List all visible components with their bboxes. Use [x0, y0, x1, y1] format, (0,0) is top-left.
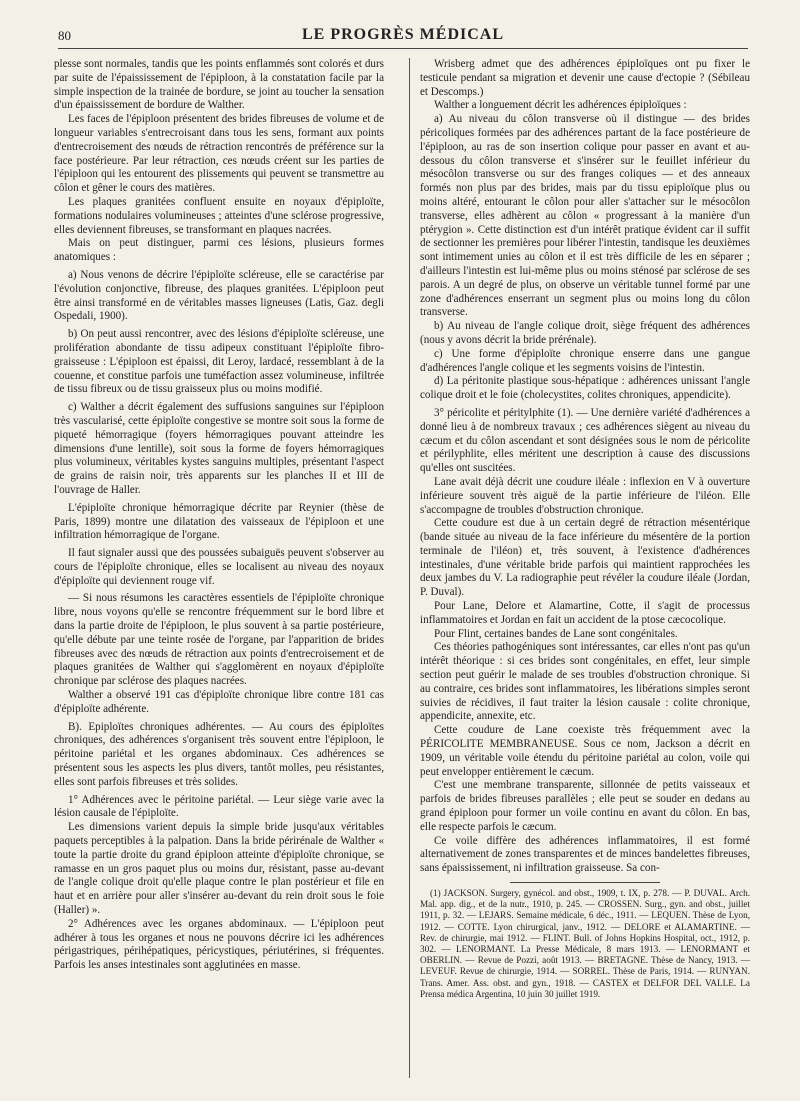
- paragraph: a) Nous venons de décrire l'épiploïte scléreuse, elle se caractérise par l'évolution conjonctive, fibreuse, des plaques granitées. L'épiploon peut être ainsi transformé en de véritables masses ligneuses (Latis, Gaz. degli Ospedali, 1900).: [54, 268, 384, 323]
- paragraph: Pour Lane, Delore et Alamartine, Cotte, il s'agit de processus inflammatoires et Jordan en fait un accident de la ptose cæcocolique.: [420, 600, 750, 626]
- paragraph: Cette coudure est due à un certain degré de rétraction mésentérique (bande située au niveau de la face inférieure du mésentère de la portion terminale de l'iléon) et, très souvent, à l'existence d'adhérences intestinales, d'une véritable bride parfois qui maintient rapprochées les deux jambes du V. La radiographie peut révéler la coudure iléale (Jordan, P. Duval).: [420, 517, 750, 599]
- page-number: 80: [58, 28, 71, 43]
- paragraph: d) La péritonite plastique sous-hépatique : adhérences unissant l'angle colique droit et le foie (cholecystites, colites chroniques, appendicite).: [420, 375, 750, 402]
- paragraph: 2° Adhérences avec les organes abdominaux. — L'épiploon peut adhérer à tous les organes et nous ne pouvons décrire ici les adhérences périgastriques, périhépatiques, péricystiques, périutérines, si fréquentes. Parfois les anses intestinales sont agglutinées en masse.: [54, 917, 384, 972]
- paragraph: Pour Flint, certaines bandes de Lane sont congénitales.: [434, 627, 678, 640]
- paragraph: Mais on peut distinguer, parmi ces lésions, plusieurs formes anatomiques :: [54, 237, 384, 264]
- paragraph: Les plaques granitées confluent ensuite en noyaux d'épiploïte, formations nodulaires volumineuses ; atteintes d'une sclérose progressive, elles deviennent fibreuses, se transformant en plaques nacrées.: [54, 195, 384, 236]
- paragraph: 3° péricolite et péritylphite (1). — Une dernière variété d'adhérences a donné lieu à de nombreux travaux ; ces adhérences siègent au niveau du cæcum et du côlon ascendant et sont désignées sous le nom de péricolite et périlyphlite, elles méritent une description à cause des discussions qu'elles ont suscitées.: [420, 406, 750, 475]
- paragraph: c) Une forme d'épiploïte chronique enserre dans une gangue d'adhérences l'angle colique et les segments voisins de l'intestin.: [420, 347, 750, 374]
- right-column: [420, 58, 750, 1000]
- journal-title: LE PROGRÈS MÉDICAL: [301, 26, 505, 43]
- paragraph: Les faces de l'épiploon présentent des brides fibreuses de volume et de longueur variables s'entrecroisant dans tous les sens, formant aux points d'entrecroisement des nœuds de rétraction rencontrés de préférence sur la face postérieure. Par leur rétraction, ces nœuds créent sur les parties de l'épiploon qui les entourent des plissements qui peuvent se transmettre au côlon et gêner le cours des matières.: [54, 113, 384, 195]
- paragraph: C'est une membrane transparente, sillonnée de petits vaisseaux et parfois de brides fibreuses parallèles ; elle peut se souder en dedans au grand épiploon pour former un voile continu en avant du côlon. En bas, elle respecte parfois le cæcum.: [420, 779, 750, 833]
- page-header: [58, 22, 748, 48]
- paragraph: b) Au niveau de l'angle colique droit, siège fréquent des adhérences (nous y avons décrit la bride prérénale).: [420, 320, 750, 346]
- column-divider: [409, 58, 410, 1078]
- paragraph: Lane avait déjà décrit une coudure iléale : inflexion en V à ouverture inférieure souvent très aiguë de la partie inférieure de l'iléon. Elle s'accompagne de troubles d'obstruction chronique.: [420, 475, 750, 516]
- paragraph: Ce voile diffère des adhérences inflammatoires, il est formé alternativement de zones transparentes et de minces bandelettes fibreuses, sans épaississement, ni infiltration graisseuse. Sa con-: [420, 834, 750, 875]
- footnote-rule: [510, 882, 660, 883]
- paragraph: Walther a observé 191 cas d'épiploïte chronique libre contre 181 cas d'épiploïte adhérente.: [54, 689, 384, 715]
- paragraph: Walther a longuement décrit les adhérences épiploïques :: [434, 99, 687, 112]
- paragraph: a) Au niveau du côlon transverse où il distingue — des brides péricoliques formées par des adhérences partant de la face postérieure de l'épiploon, au ras de son insertion colique pour passer en avant et au-dessous du côlon transverse et s'insérer sur le feuillet inférieur du mésocôlon transverse ou sur des franges coliques — et des anneaux formés non plus par des brides, mais par du tissu epiploïque plus ou moins altéré, entourant le côlon pour aller s'attacher sur le mésocôlon transverse, elles adhèrent au côlon « progressant à la manière d'un ptérygion ». Cette distinction est d'un intérêt pratique évident car il suffit de sectionner les premières pour libérer l'intestin, tandisque les deuxièmes sont intimement unies au côlon et il est très difficile de les en séparer ; d'ailleurs l'intestin est lui-même plus ou moins sténosé par sclérose de ses parois. A un degré de plus, on observe un véritable tunnel formé par une zone d'adhérences enserrant un segment plus ou moins long du côlon transverse.: [420, 113, 750, 319]
- left-column: [54, 58, 384, 973]
- paragraph: b) On peut aussi rencontrer, avec des lésions d'épiploïte scléreuse, une prolifération abondante de tissu adipeux constituant l'épiploïte fibro-graisseuse : L'épiploon est épaissi, dit Leroy, lardacé, ressemblant à de la couenne, et constitue parfois une tuméfaction assez volumineuse, infiltrée de tissu fibreux ou de tissu graisseux plus ou moins modifié.: [54, 328, 384, 396]
- paragraph: Wrisberg admet que des adhérences épiploïques ont pu fixer le testicule pendant sa migration et devenir une cause d'ectopie ? (Sébileau et Descomps.): [420, 58, 750, 98]
- footnotes: [420, 888, 750, 1000]
- paragraph: Il faut signaler aussi que des poussées subaiguës peuvent s'observer au cours de l'épiploïte chronique, elles se localisent au niveau des noyaux d'épiploïte qui deviennent rouge vif.: [54, 547, 384, 587]
- paragraph: L'épiploïte chronique hémorragique décrite par Reynier (thèse de Paris, 1899) montre une dilatation des vaisseaux de l'épiploon et une infiltration hémorragique de l'organe.: [54, 501, 384, 542]
- paragraph: c) Walther a décrit également des suffusions sanguines sur l'épiploon très vascularisé, cette épiploïte congestive se montre soit sous la forme de piqueté hémorragique (foyers hémorragiques pouvant atteindre les dimensions d'une lentille), soit sous la forme de foyers hémorragiques plus volumineux, véritables kystes sanguins multiples, présentant l'aspect de grains de raisin noir, très apparents sur les planches II et III de l'ouvrage de Haller.: [54, 401, 384, 496]
- paragraph: B). Epiploïtes chroniques adhérentes. — Au cours des épiploïtes chroniques, des adhérences s'organisent très souvent entre l'épiploon, le péritoine pariétal et les organes abdominaux. Ces adhérences se présentent sous les aspects les plus divers, tantôt molles, peu résistantes, elles sont parfois fibreuses et très solides.: [54, 720, 384, 788]
- header-rule: [58, 48, 748, 49]
- paragraph: Les dimensions varient depuis la simple bride jusqu'aux véritables paquets perceptibles à la palpation. Dans la bride périrénale de Walther « toute la partie droite du grand épiploon atteinte d'épiploïte chronique, se ramasse en un gros paquet plus ou moins dur, résistant, passe au-devant de l'angle colique droit qu'elle plaque contre le plan postérieur et file en haut et en arrière pour aller s'insérer au-devant du rein droit sous le foie (Haller) ».: [54, 821, 384, 917]
- paragraph: Ces théories pathogéniques sont intéressantes, car elles n'ont pas qu'un intérêt théorique : si ces brides sont congénitales, en effet, leur simple section peut guérir le malade de ses troubles d'obstruction chronique. Si au contraire, ces brides sont inflammatoires, les libérations simples seront suivies de récidives, il faut traiter la lésion causale : colite chronique, appendicite, annexite, etc.: [420, 641, 750, 723]
- paragraph: 1° Adhérences avec le péritoine pariétal. — Leur siège varie avec la lésion causale de l'épiploïte.: [54, 793, 384, 820]
- paragraph: Cette coudure de Lane coexiste très fréquemment avec la PÉRICOLITE MEMBRANEUSE. Sous ce nom, Jackson a décrit en 1909, un véritable voile étendu du péritoine pariétal au colon, voile qui peut envelopper entièrement le cæcum.: [420, 724, 750, 778]
- footnote: (1) JACKSON. Surgery, gynécol. and obst., 1909, t. IX, p. 278. — P. DUVAL. Arch. Mal. app. dig., et de la nutr., 1910, p. 245. — CROSSEN. Surg., gyn. and obst., juillet 1911, p. 32. — LEJARS. Semaine médicale, 6 déc., 1911. — LEQUEN. Thèse de Lyon, 1912. — COTTE. Lyon chirurgical, janv., 1912. — DELORE et ALAMARTINE. — Rev. de chirurgie, mai 1912. — FLINT. Bull. of Johns Hopkins Hospital, oct., 1912, p. 302. — LENORMANT. La Presse Médicale, 8 mars 1913. — LENORMANT et OBERLIN. — Revue de Pozzi, août 1913. — BRETAGNE. Thèse de Nancy, 1913. — LEVEUF. Revue de chirurgie, 1914. — SORREL. Thèse de Paris, 1914. — RUNYAN. Trans. Amer. Ass. obst. and gyn., 1918. — CASTEX et DELFOR DEL VALLE. La Prensa médica Argentina, 10 juin 30 juillet 1919.: [420, 888, 750, 999]
- paragraph: — Si nous résumons les caractères essentiels de l'épiploïte chronique libre, nous voyons qu'elle se rencontre fréquemment sur le bord libre et dans la partie droite de l'épiploon, le plus souvent à sa partie postérieure, qu'elle débute par une teinte rosée de l'organe, par l'apparition de brides fibreuses avec des nœuds de rétraction aux points d'entrecroisement et de plaques granitées de Walther qui s'agglomèrent en noyaux d'épiploïte chronique par sclérose des plaques nacrées.: [54, 592, 384, 688]
- paragraph: plesse sont normales, tandis que les points enflammés sont colorés et durs par suite de l'épaississement de l'épiploon, à la constatation facile par la simple inspection de la trainée de bordure, se joint au toucher la sensation d'un épaississement de bordure de Walther.: [54, 58, 384, 112]
